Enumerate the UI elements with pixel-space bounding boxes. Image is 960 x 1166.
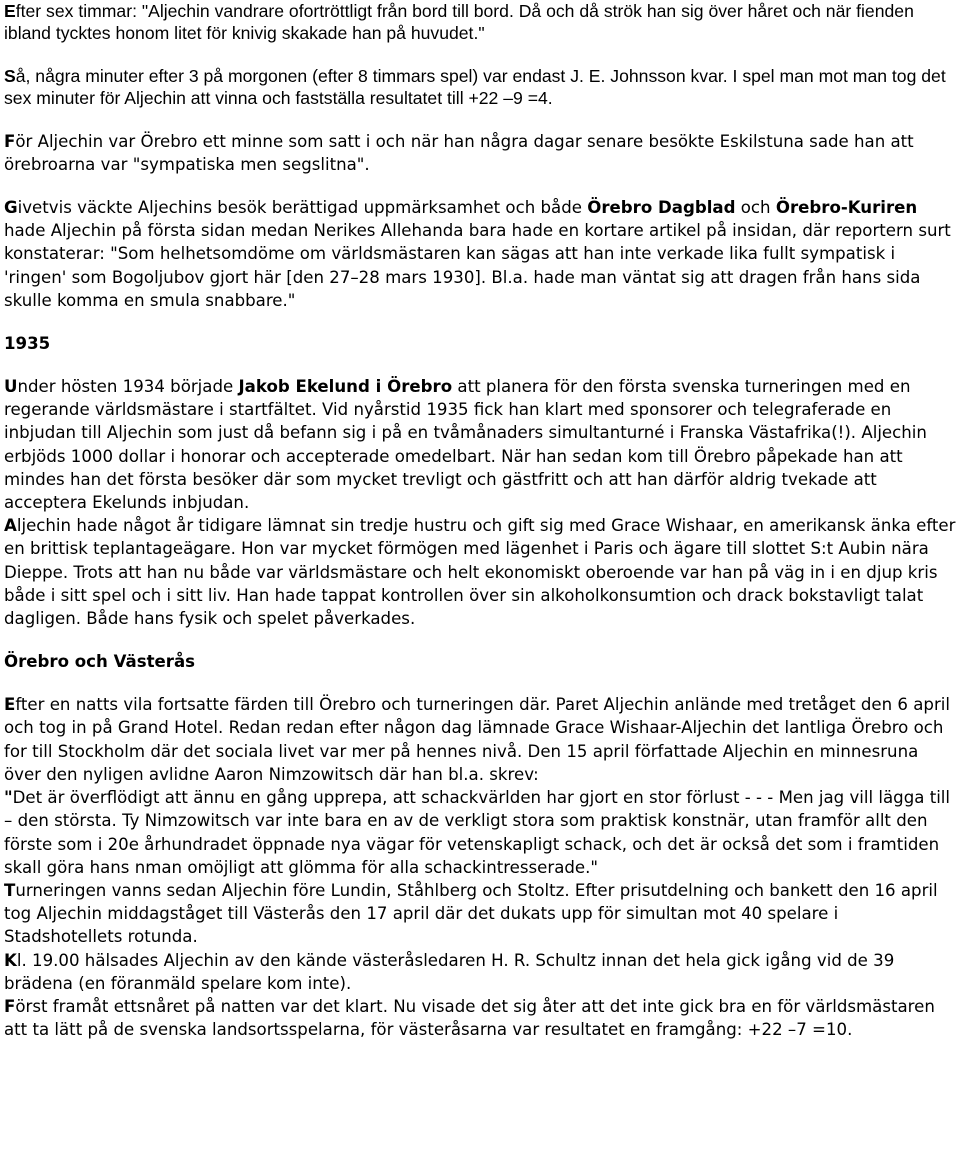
body-paragraph <box>4 514 956 630</box>
body-paragraph <box>4 786 956 879</box>
body-paragraph <box>4 130 956 176</box>
text-run: ivetvis väckte Aljechins besök berättigad uppmärksamhet och både <box>17 198 588 218</box>
body-paragraph <box>4 0 956 45</box>
section-heading: Örebro och Västerås <box>4 652 196 672</box>
bold-text-run: T <box>4 880 16 900</box>
bold-text-run: E <box>4 1 16 21</box>
text-run: nder hösten 1934 började <box>17 377 239 397</box>
body-paragraph <box>4 995 956 1041</box>
bold-text-run: " <box>4 788 13 808</box>
body-paragraph <box>4 196 956 312</box>
text-run: och <box>735 198 776 218</box>
text-run: fter sex timmar: "Aljechin vandrare ofortröttligt från bord till bord. Då och då strök han sig över håret och när fienden ibland tycktes honom litet för knivig skakade han på huvudet." <box>4 1 914 44</box>
paragraph-spacer <box>4 630 956 650</box>
bold-text-run: U <box>4 377 18 397</box>
text-run: urneringen vanns sedan Aljechin före Lundin, Ståhlberg och Stoltz. Efter prisutdelning och bankett den 16 april tog Aljechin middagståget till Västerås den 17 april där det dukats upp för simultan mot 40 spelare i Stadshotellets rotunda. <box>4 880 938 947</box>
paragraph-spacer <box>4 673 956 693</box>
text-run: örst framåt ettsnåret på natten var det klart. Nu visade det sig åter att det inte gick bra en för världsmästaren att ta lätt på de svenska landsortsspelarna, för västeråsarna var resultatet en framgång: +22 –7 =10. <box>4 996 935 1040</box>
text-run: l. 19.00 hälsades Aljechin av den kände västeråsledaren H. R. Schultz innan det hela gick igång vid de 39 brädena (en föranmäld spelare kom inte). <box>4 950 895 993</box>
text-run: ljechin hade något år tidigare lämnat sin tredje hustru och gift sig med Grace Wishaar, en amerikansk änka efter en brittisk teplantageägare. Hon var mycket förmögen med lägenhet i Paris och ägare till slottet S:t Aubin nära Dieppe. Trots att han nu både var världsmästare och helt ekonomiskt oberoende var han på väg in i en djup kris både i sitt spel och i sitt liv. Han hade tappat kontrollen över sin alkoholkonsumtion och drack bokstavligt talat dagligen. Både hans fysik och spelet påverkades. <box>4 516 956 629</box>
text-run: ör Aljechin var Örebro ett minne som satt i och när han några dagar senare besökte Eskilstuna sade han att örebroarna var "sympatiska men segslitna". <box>4 131 914 174</box>
bold-text-run: F <box>4 131 16 151</box>
paragraph-spacer <box>4 110 956 130</box>
paragraph-spacer <box>4 45 956 65</box>
text-run: fter en natts vila fortsatte färden till Örebro och turneringen där. Paret Aljechin anlände med tretåget den 6 april och tog in på Grand Hotel. Redan redan efter någon dag lämnade Grace Wishaar-Aljechin det lantliga Örebro och for till Stockholm där det sociala livet var mer på hennes nivå. Den 15 april författade Aljechin en minnesruna över den nyligen avlidne Aaron Nimzowitsch där han bl.a. skrev: <box>4 695 951 784</box>
text-run: å, några minuter efter 3 på morgonen (efter 8 timmars spel) var endast J. E. Johnsson kvar. I spel man mot man tog det sex minuter för Aljechin att vinna och fastställa resultatet till +22 –9 =4. <box>4 65 946 109</box>
bold-text-run: F <box>4 996 16 1016</box>
text-run: att planera för den första svenska turneringen med en regerande världsmästare i startfältet. Vid nyårstid 1935 fick han klart med sponsorer och telegraferade en inbjudan till Aljechin som just då befann sig i på en tvåmånaders simultanturné i Franska Västafrika(!). Aljechin erbjöds 1000 dollar i honorar och accepterade omedelbart. När han sedan kom till Örebro påpekade han att mindes han det första besöker där som mycket trevligt och gästfritt och att han därför aldrig tvekade att acceptera Ekelunds inbjudan. <box>4 377 927 513</box>
bold-text-run: A <box>4 516 17 536</box>
body-paragraph <box>4 949 956 995</box>
text-run: Det är överflödigt att ännu en gång upprepa, att schackvärlden har gjort en stor förlust - - - Men jag vill lägga till – den största. Ty Nimzowitsch var inte bara en av de verkligt stora som praktisk konstnär, utan framför allt den förste som i 20e århundradet öppnade nya vägar för vetenskapligt schack, och det är också det som i framtiden skall göra hans nman omöjligt att glömma för alla schackintresserade." <box>4 788 951 877</box>
body-paragraph <box>4 879 956 949</box>
section-heading: 1935 <box>4 334 51 354</box>
body-paragraph <box>4 375 956 514</box>
bold-text-run: Jakob Ekelund i Örebro <box>238 377 453 397</box>
bold-text-run: Örebro Dagblad <box>587 198 736 218</box>
bold-text-run: K <box>4 950 17 970</box>
document-page <box>4 0 956 1041</box>
paragraph-spacer <box>4 176 956 196</box>
body-paragraph <box>4 693 956 786</box>
paragraph-spacer <box>4 312 956 332</box>
paragraph-spacer <box>4 355 956 375</box>
bold-text-run: S <box>4 65 16 86</box>
text-run: hade Aljechin på första sidan medan Nerikes Allehanda bara hade en kortare artikel på insidan, där reportern surt konstaterar: "Som helhetsomdöme om världsmästaren kan sägas att han inte verkade lika fullt sympatisk i 'ringen' som Bogoljubov gjort här [den 27–28 mars 1930]. Bl.a. hade man väntat sig att dragen från hans sida skulle komma en smula snabbare." <box>4 221 951 310</box>
bold-text-run: Örebro-Kuriren <box>775 198 918 218</box>
bold-text-run: E <box>4 695 16 715</box>
body-paragraph <box>4 65 956 110</box>
bold-text-run: G <box>4 198 18 218</box>
